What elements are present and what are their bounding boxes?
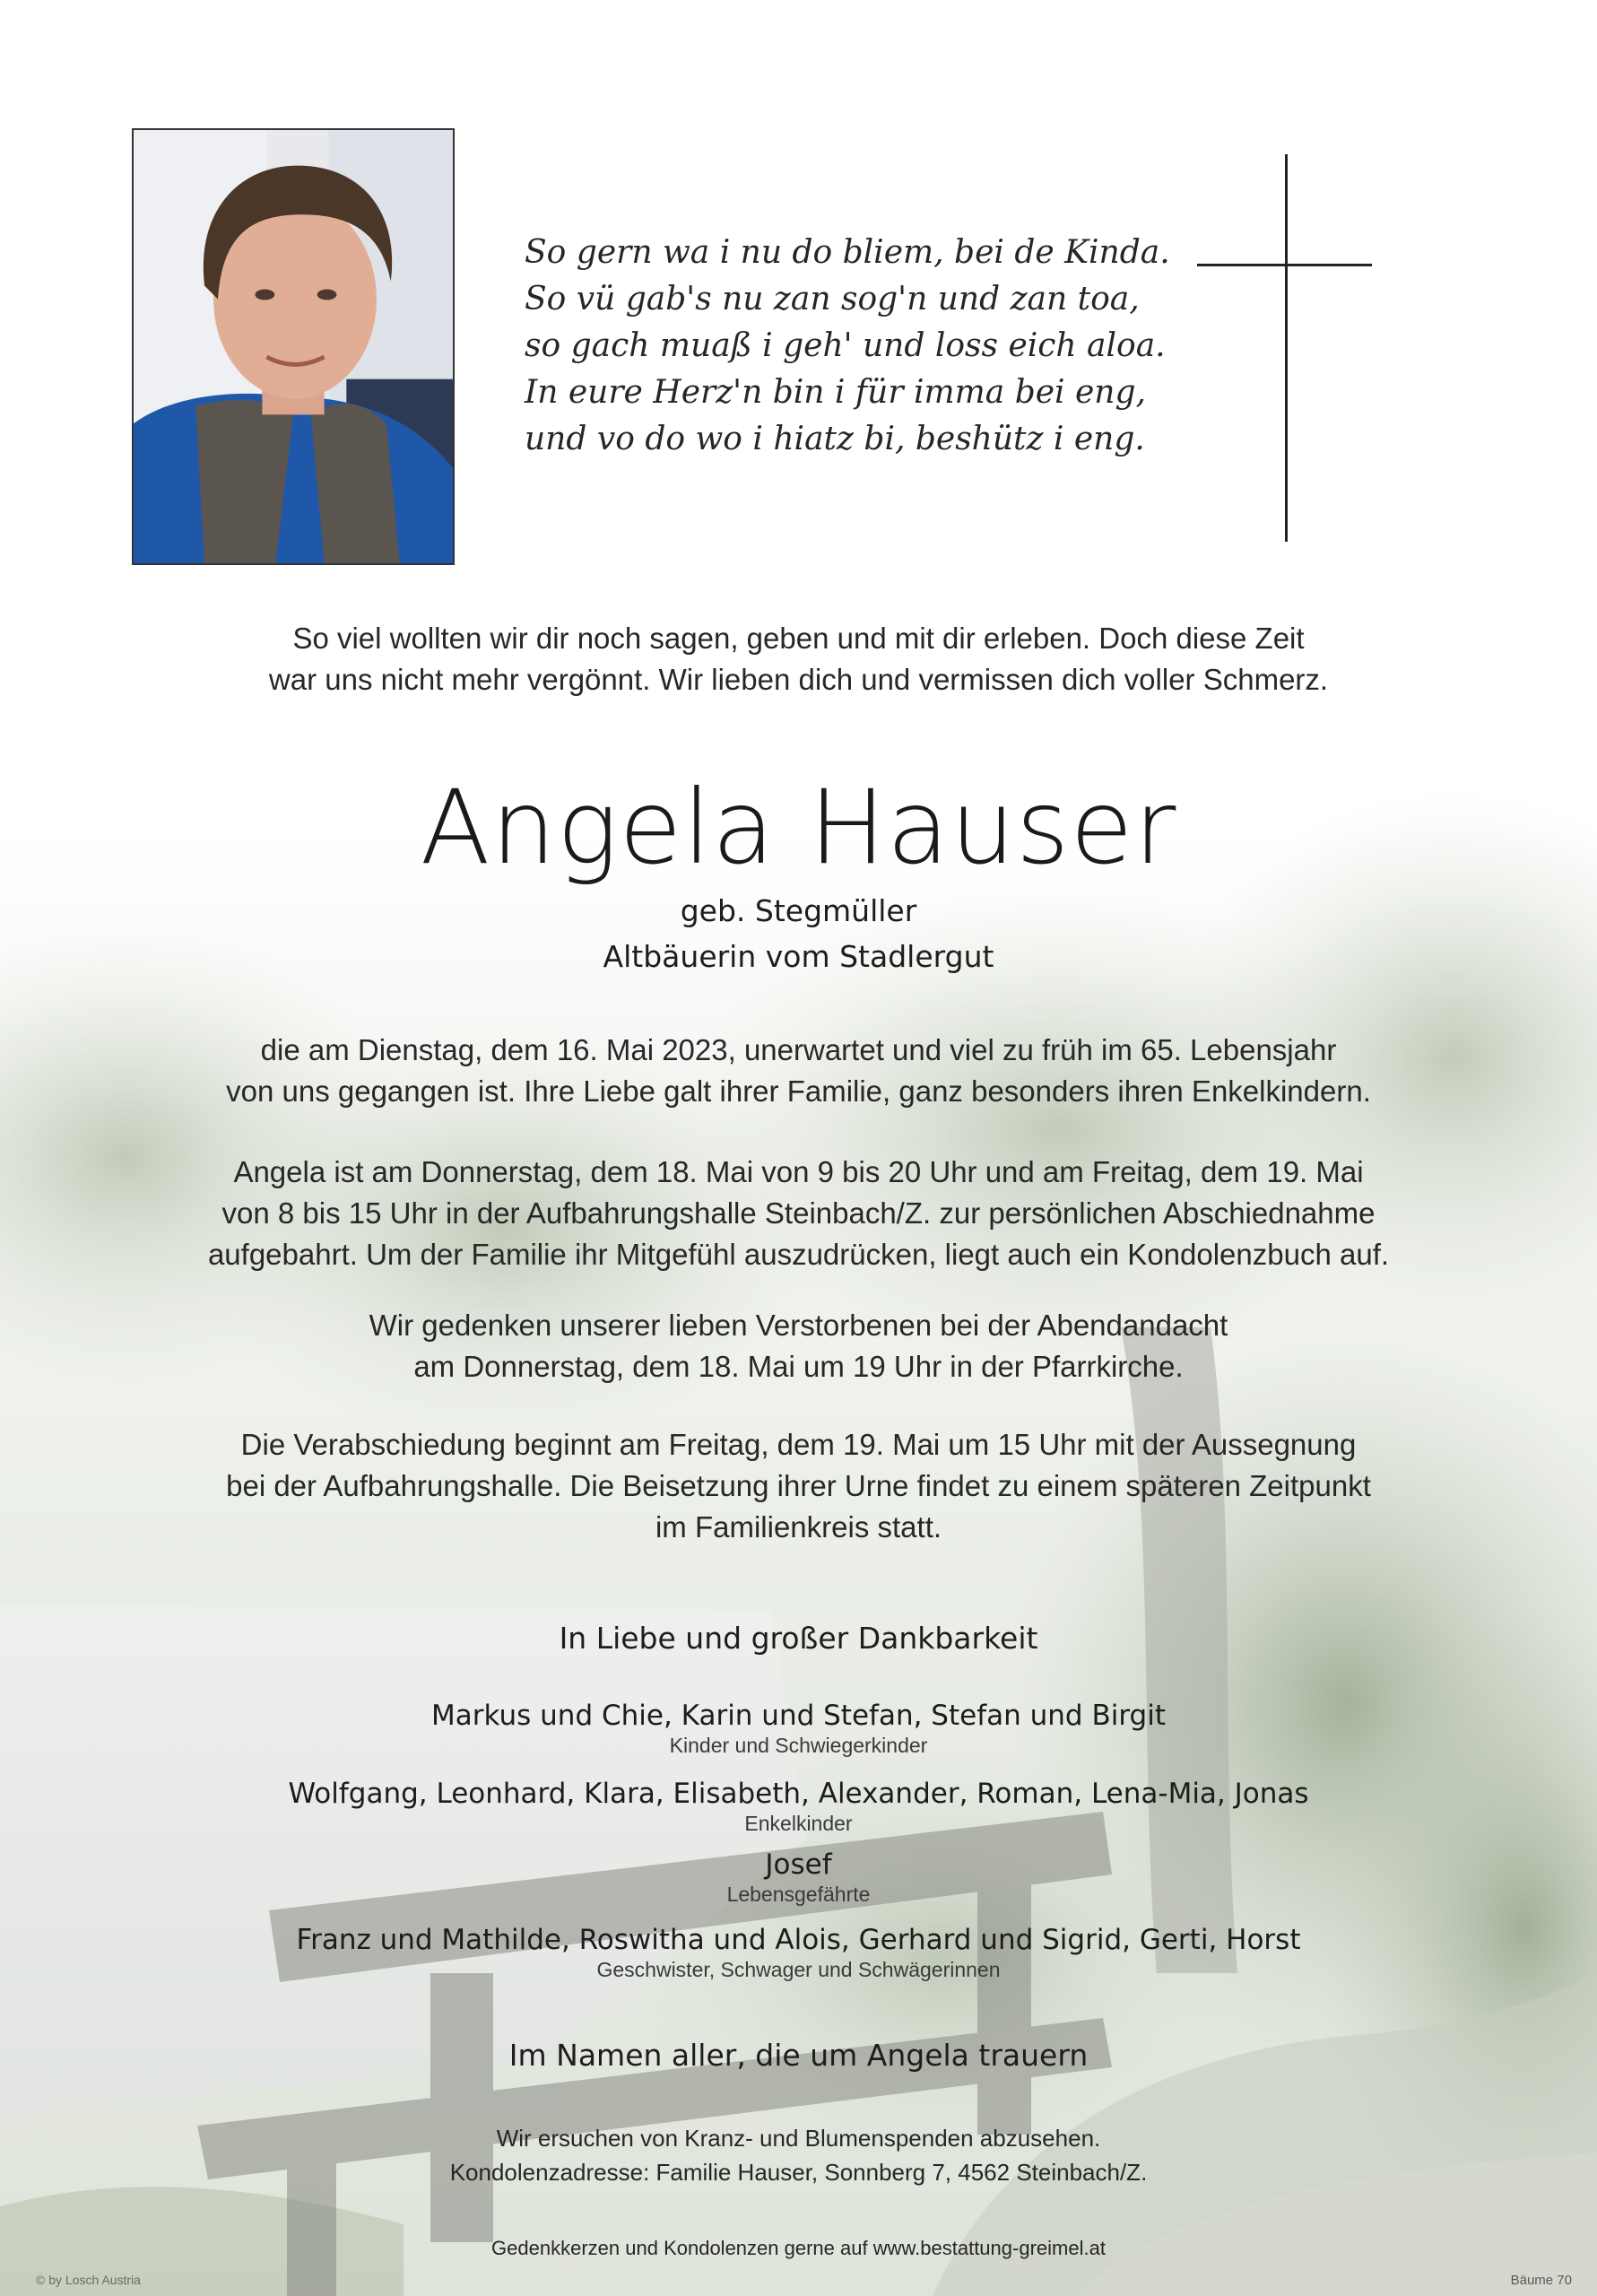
poem-line: so gach muaß i geh' und loss eich aloa. xyxy=(525,327,1166,364)
paragraph-line: am Donnerstag, dem 18. Mai um 19 Uhr in der Pfarrkirche. xyxy=(413,1350,1184,1383)
gratitude-heading: In Liebe und großer Dankbarkeit xyxy=(559,1621,1038,1656)
template-label: Bäume 70 xyxy=(1510,2273,1572,2288)
image-credit: © by Losch Austria xyxy=(36,2273,141,2287)
condolence-address: Kondolenzadresse: Familie Hauser, Sonnberg 7, 4562 Steinbach/Z. xyxy=(449,2159,1148,2186)
donation-request xyxy=(0,2121,1597,2189)
poem-line: So gern wa i nu do bliem, bei de Kinda. xyxy=(525,234,1170,271)
family-group-siblings xyxy=(0,1922,1597,1981)
paragraph-line: Angela ist am Donnerstag, dem 18. Mai von 9 bis 20 Uhr und am Freitag, dem 19. Mai xyxy=(233,1155,1364,1188)
family-names: Franz und Mathilde, Roswitha und Alois, Gerhard und Sigrid, Gerti, Horst xyxy=(296,1924,1301,1956)
paragraph-line: von 8 bis 15 Uhr in der Aufbahrungshalle Steinbach/Z. zur persönlichen Abschiednahme xyxy=(221,1196,1376,1230)
family-relation: Lebensgefährte xyxy=(726,1883,871,1906)
intro-text xyxy=(0,618,1597,700)
deceased-name: Angela Hauser xyxy=(420,768,1177,887)
intro-line: war uns nicht mehr vergönnt. Wir lieben dich und vermissen dich voller Schmerz. xyxy=(268,663,1329,696)
family-group-grandchildren xyxy=(0,1776,1597,1835)
poem xyxy=(525,230,1170,463)
family-relation: Kinder und Schwiegerkinder xyxy=(669,1734,928,1757)
paragraph-line: die am Dienstag, dem 16. Mai 2023, unerwartet und viel zu früh im 65. Lebensjahr xyxy=(260,1033,1337,1066)
paragraph-line: Wir gedenken unserer lieben Verstorbenen bei der Abendandacht xyxy=(369,1309,1228,1342)
paragraph-viewing xyxy=(0,1152,1597,1275)
latin-cross-icon xyxy=(1197,154,1372,542)
poem-line: und vo do wo i hiatz bi, beshütz i eng. xyxy=(525,421,1145,457)
mourning-line: Im Namen aller, die um Angela trauern xyxy=(508,2038,1089,2073)
paragraph-line: von uns gegangen ist. Ihre Liebe galt ihrer Familie, ganz besonders ihren Enkelkindern. xyxy=(226,1074,1371,1108)
paragraph-line: im Familienkreis statt. xyxy=(655,1510,942,1544)
family-group-partner xyxy=(0,1847,1597,1906)
paragraph-line: bei der Aufbahrungshalle. Die Beisetzung ihrer Urne findet zu einem späteren Zeitpunkt xyxy=(226,1469,1371,1502)
website-line: Gedenkkerzen und Kondolenzen gerne auf www.bestattung-greimel.at xyxy=(491,2237,1106,2259)
family-names: Wolfgang, Leonhard, Klara, Elisabeth, Alexander, Roman, Lena-Mia, Jonas xyxy=(288,1778,1309,1810)
maiden-name: geb. Stegmüller xyxy=(680,893,917,928)
paragraph-farewell xyxy=(0,1424,1597,1548)
portrait-photo xyxy=(132,128,455,565)
family-names: Josef xyxy=(765,1848,832,1881)
poem-line: So vü gab's nu zan sog'n und zan toa, xyxy=(525,281,1140,317)
paragraph-death xyxy=(0,1030,1597,1112)
family-relation: Geschwister, Schwager und Schwägerinnen xyxy=(596,1958,1001,1981)
family-names: Markus und Chie, Karin und Stefan, Stefan und Birgit xyxy=(431,1700,1166,1732)
poem-line: In eure Herz'n bin i für imma bei eng, xyxy=(525,374,1146,411)
family-group-children xyxy=(0,1698,1597,1757)
paragraph-line: aufgebahrt. Um der Familie ihr Mitgefühl auszudrücken, liegt auch ein Kondolenzbuch auf. xyxy=(207,1238,1390,1271)
family-relation: Enkelkinder xyxy=(744,1812,853,1835)
paragraph-line: Die Verabschiedung beginnt am Freitag, dem 19. Mai um 15 Uhr mit der Aussegnung xyxy=(240,1428,1357,1461)
request-line: Wir ersuchen von Kranz- und Blumenspenden abzusehen. xyxy=(496,2125,1101,2152)
paragraph-devotion xyxy=(0,1305,1597,1387)
intro-line: So viel wollten wir dir noch sagen, geben und mit dir erleben. Doch diese Zeit xyxy=(292,622,1305,655)
deceased-title: Altbäuerin vom Stadlergut xyxy=(603,939,994,974)
